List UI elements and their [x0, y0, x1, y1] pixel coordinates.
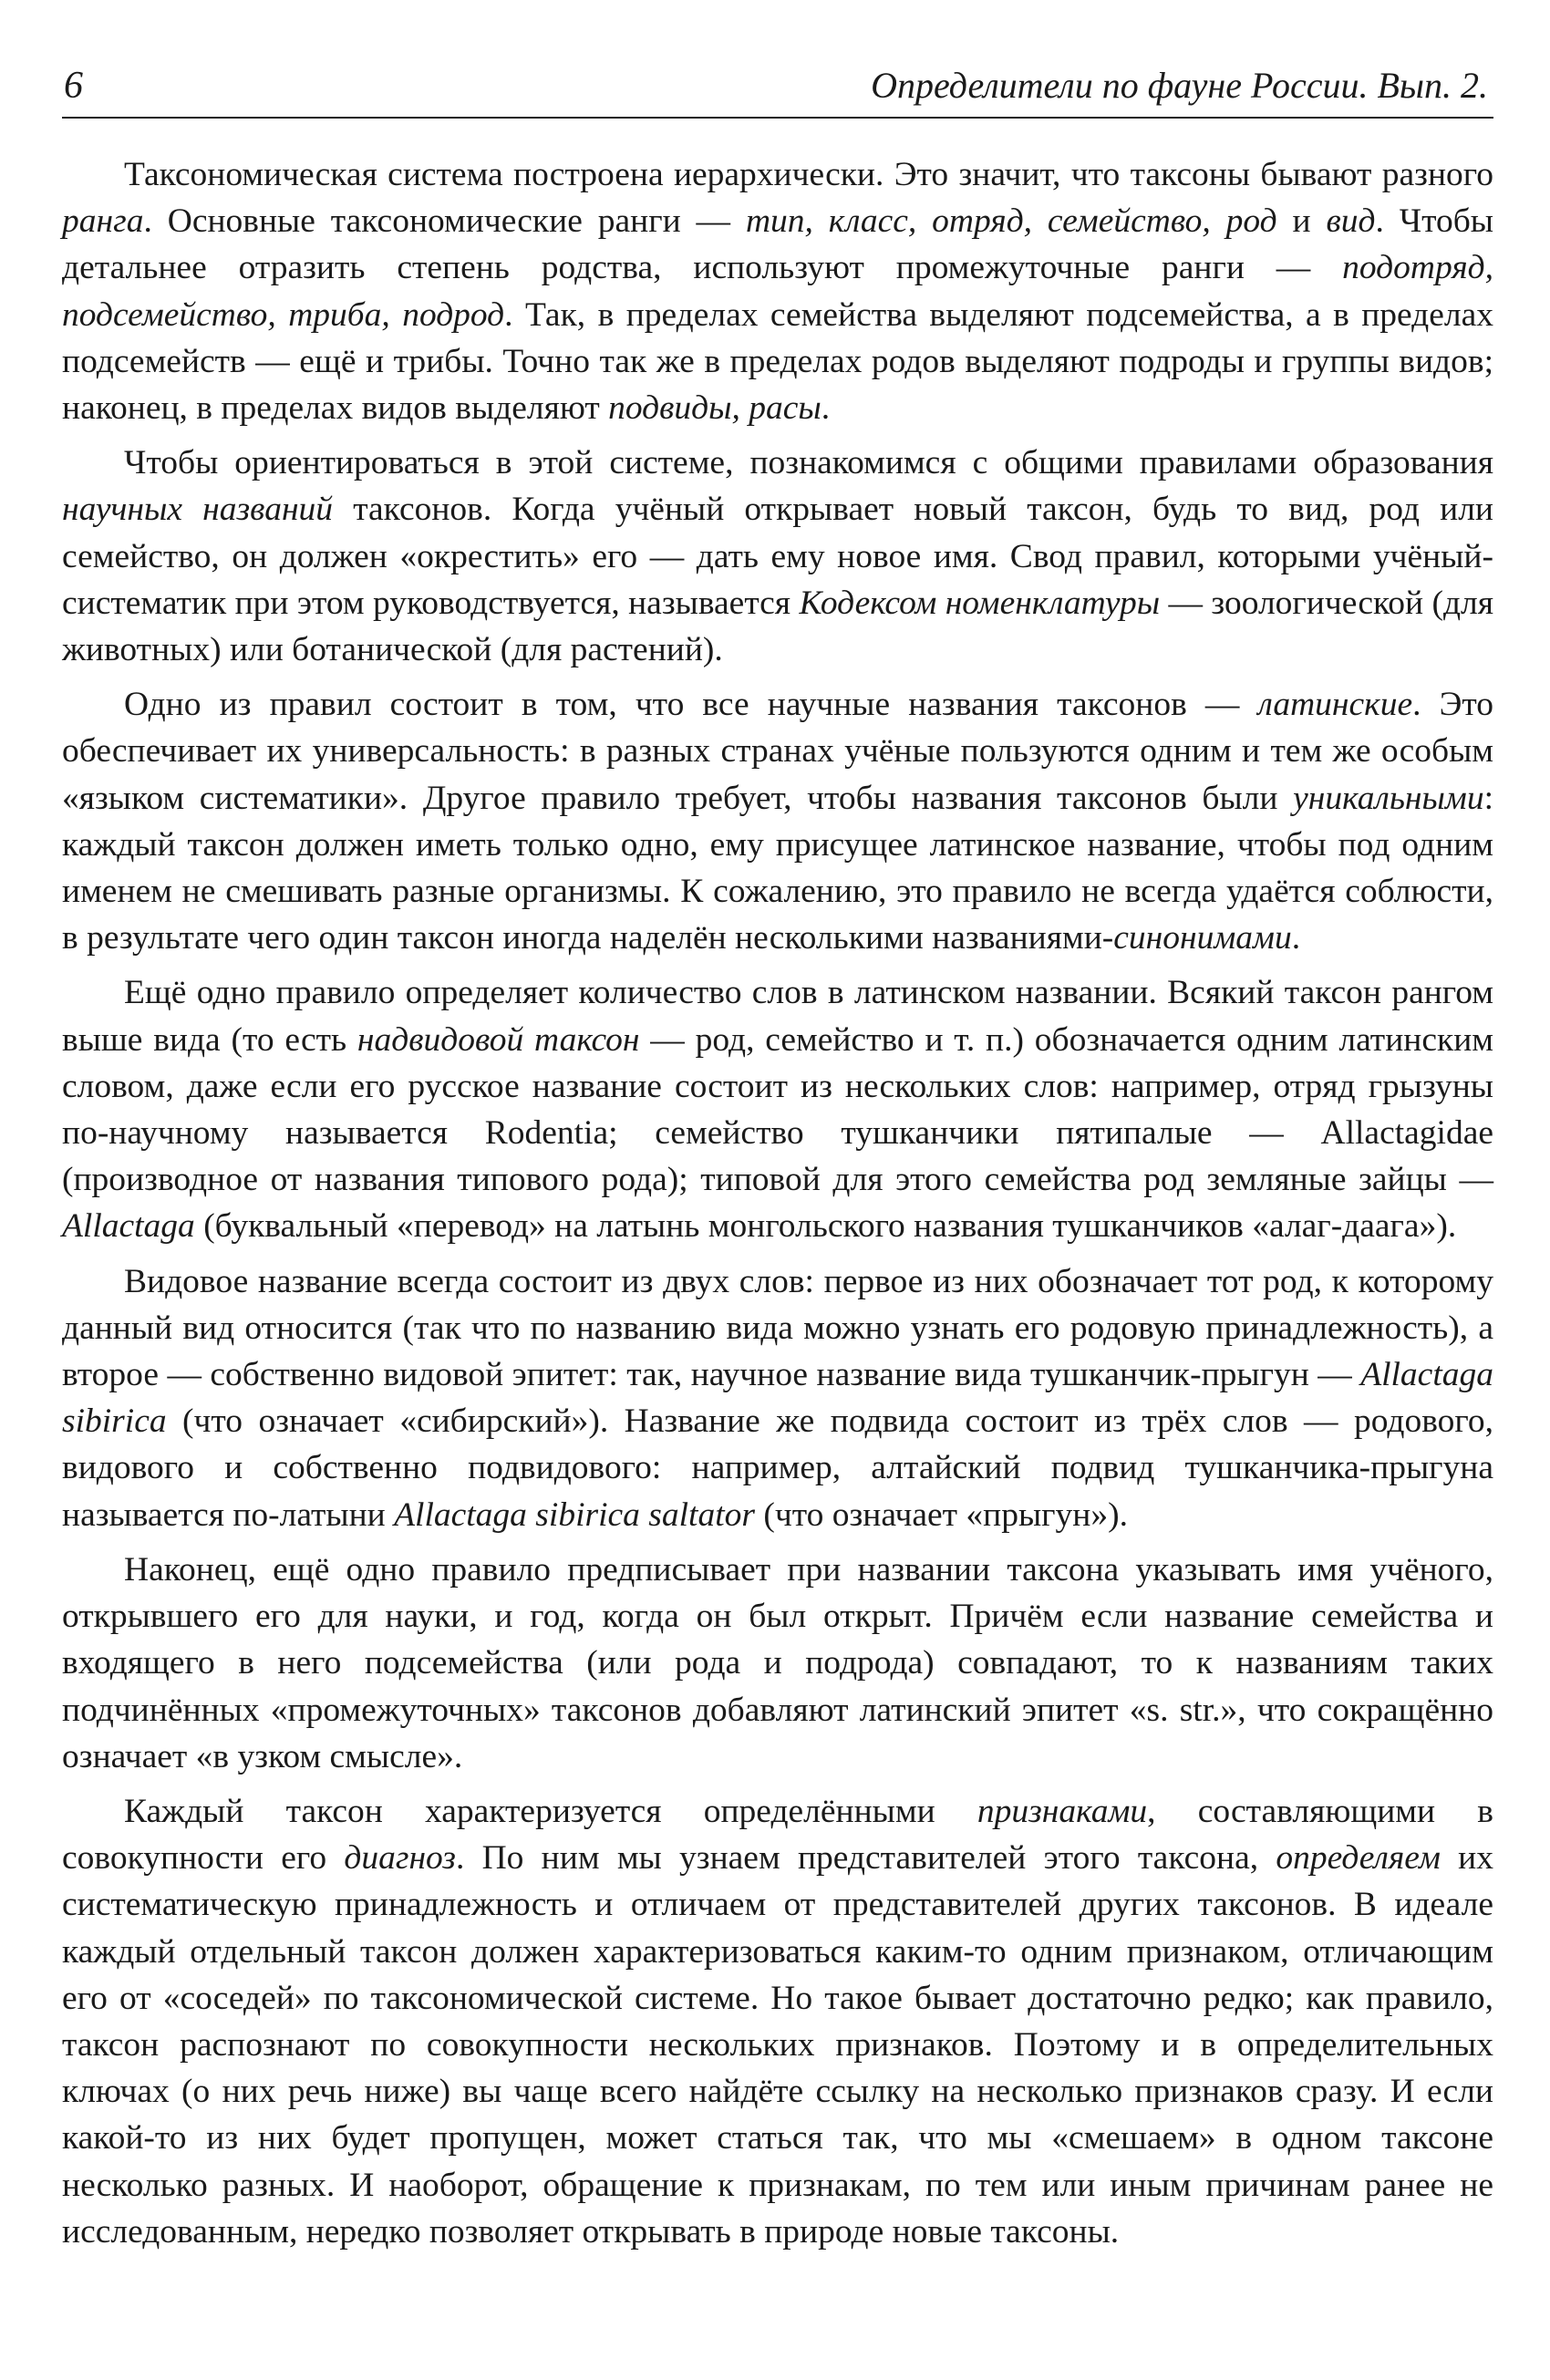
text-run: Одно из правил состоит в том, что все научные названия таксонов — — [124, 686, 1258, 724]
paragraph-diagnosis — [62, 1788, 1493, 2255]
italic-term: тип, класс, отряд, семейство, род — [745, 202, 1277, 241]
text-run: Таксономическая система построена иерархически. Это значит, что таксоны бывают разного — [124, 156, 1493, 193]
italic-term: диагноз — [344, 1839, 456, 1878]
paragraph-latin-names-rule — [62, 681, 1493, 961]
text-run: . По ним мы узнаем представителей этого таксона, — [455, 1839, 1276, 1878]
italic-term: определяем — [1276, 1839, 1441, 1878]
italic-term: Allactaga — [62, 1207, 195, 1246]
text-run: Каждый таксон характеризуется определёнными — [124, 1792, 977, 1830]
text-run: (что означает «сибирский»). Название же подвида состоит из трёх слов — родового, видового и собственно подвидового: например, алтайский подвид тушканчика-прыгуна называется по-латыни — [62, 1402, 1493, 1534]
text-run: : каждый таксон должен иметь только одно, ему присущее латинское название, чтобы под одним именем не смешивать разные организмы. К сожалению, это правило не всегда удаётся соблюсти, в результате чего один таксон иногда наделён несколькими названиями- — [62, 779, 1493, 957]
italic-term: ранга — [62, 202, 144, 241]
text-run: . Основные таксономические ранги — — [143, 202, 746, 241]
text-run: их систематическую принадлежность и отличаем от представителей других таксонов. В идеале каждый отдельный таксон должен характеризоваться каким-то одним признаком, отличающим его от «соседей» по таксономической системе. Но такое бывает достаточно редко; как правило, таксон распознают по совокупности нескольких признаков. Поэтому и в определительных ключах (о них речь ниже) вы чаще всего найдёте ссылку на несколько признаков сразу. И если какой-то из них будет пропущен, может статься так, что мы «смешаем» в одном таксоне несколько разных. И наоборот, обращение к признакам, по тем или иным причинам ранее не исследованным, нередко позволяет открывать в природе новые таксоны. — [62, 1839, 1493, 2251]
paragraph-word-count-rule — [62, 969, 1493, 1249]
italic-term: надвидовой таксон — [356, 1020, 640, 1059]
text-run: — род, семейство и т. п.) обозначается одним латинским словом, даже если его русское название состоит из нескольких слов: например, отряд грызуны по-научному называется Rodentia; семейство тушканчики пятипалые — Allactagidae (производное от названия типового рода); типовой для этого семейства род земляные зайцы — — [62, 1020, 1493, 1199]
italic-term: признаками — [976, 1792, 1148, 1830]
text-run: (буквальный «перевод» на латынь монгольского названия тушканчиков «алаг-даага»). — [194, 1207, 1457, 1246]
paragraph-scientific-names — [62, 440, 1493, 673]
italic-term: научных названий — [62, 491, 334, 529]
text-run: . — [1291, 919, 1301, 957]
book-page — [62, 55, 1493, 2263]
italic-term: подвиды, расы — [608, 389, 822, 428]
text-run: . Это обеспечивает их универсальность: в разных странах учёные пользуются одним и тем же особым «языком систематики». Другое правило требует, чтобы названия таксонов были — [62, 686, 1493, 817]
running-head — [62, 55, 1493, 119]
text-run: . Чтобы детальнее отразить степень родства, используют промежуточные ранги — — [62, 202, 1493, 287]
text-run: и — [1276, 202, 1327, 241]
text-run: Ещё одно правило определяет количество слов в латинском названии. Всякий таксон рангом выше вида (то есть — [62, 974, 1493, 1059]
page-number: 6 — [64, 65, 83, 107]
text-run: (что означает «прыгун»). — [754, 1495, 1128, 1534]
text-run: — зоологической (для животных) или ботанической (для растений). — [62, 584, 1493, 669]
italic-term: Кодексом номенклатуры — [799, 584, 1161, 622]
italic-term: уникальными — [1293, 779, 1484, 817]
italic-term: подотряд, подсемейство, триба, подрод — [62, 249, 1493, 334]
text-run: . — [821, 389, 831, 428]
paragraph-author-year-rule — [62, 1547, 1493, 1780]
italic-term: синонимами — [1113, 919, 1292, 957]
text-run: Видовое название всегда состоит из двух слов: первое из них обозначает тот род, к которому данный вид относится (так что по названию вида можно узнать его родовую принадлежность), а второе — собственно видовой эпитет: так, научное название вида тушканчик-прыгун — — [62, 1262, 1493, 1394]
paragraph-species-name — [62, 1258, 1493, 1538]
text-run: . Так, в пределах семейства выделяют подсемейства, а в пределах подсемейств — ещё и трибы. Точно так же в пределах родов выделяют подроды и группы видов; наконец, в пределах видов выделяют — [62, 295, 1493, 428]
text-run: Наконец, ещё одно правило предписывает при названии таксона указывать имя учёного, открывшего его для науки, и год, когда он был открыт. Причём если название семейства и входящего в него подсемейства (или рода и подрода) совпадают, то к названиям таких подчинённых «промежуточных» таксонов добавляют латинский эпитет «s. str.», что сокращённо означает «в узком смысле». — [62, 1550, 1493, 1775]
italic-term: Allactaga sibirica — [62, 1356, 1493, 1441]
text-run: таксонов. Когда учёный открывает новый таксон, будь то вид, род или семейство, он должен «окрестить» его — дать ему новое имя. Свод правил, которыми учёный-систематик при этом руководствуется, называется — [62, 491, 1493, 622]
paragraph-taxonomic-ranks — [62, 151, 1493, 431]
text-run: , составляющими в совокупности его — [62, 1792, 1493, 1878]
text-run: Чтобы ориентироваться в этой системе, познакомимся с общими правилами образования — [124, 444, 1493, 482]
italic-term: латинские — [1257, 686, 1413, 724]
italic-term: вид — [1326, 202, 1376, 241]
italic-term: Allactaga sibirica saltator — [394, 1495, 755, 1534]
running-title: Определители по фауне России. Вып. 2. — [871, 65, 1488, 106]
body-text — [62, 151, 1493, 2255]
